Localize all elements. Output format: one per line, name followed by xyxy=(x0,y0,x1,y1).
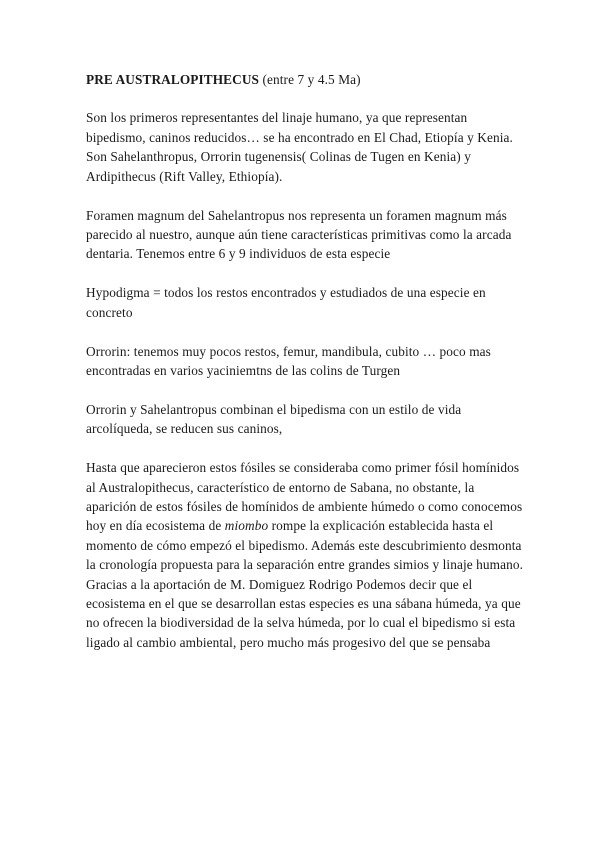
paragraph-fossil-history xyxy=(86,458,526,652)
fossil-history-text-start: Hasta que aparecieron estos fósiles se consideraba como primer fósil homínidos al Australopithecus, característico de entorno de Sabana, no obstante, la aparición de estos fósiles de homínidos de ambiente húmedo o como conocemos hoy en día ecosistema de xyxy=(86,460,523,534)
paragraph-hypodigma: Hypodigma = todos los restos encontrados y estudiados de una especie en concreto xyxy=(86,285,486,320)
fossil-history-italic-term: miombo xyxy=(224,518,269,534)
paragraph-foramen-magnum: Foramen magnum del Sahelantropus nos representa un foramen magnum más parecido al nuestro, aunque aún tiene características primitivas como la arcada dentaria. Tenemos entre 6 y 9 individuos de esta especie xyxy=(86,207,512,262)
document-body xyxy=(86,70,526,652)
title-date-range: (entre 7 y 4.5 Ma) xyxy=(259,72,361,87)
paragraph-intro: Son los primeros representantes del linaje humano, ya que representan bipedismo, caninos reducidos… se ha encontrado en El Chad, Etiopía y Kenia. Son Sahelanthropus, Orrorin tugenensis( Colinas de Tugen en Kenia) y Ardipithecus (Rift Valley, Ethiopía). xyxy=(86,110,513,184)
paragraph-bipedism: Orrorin y Sahelantropus combinan el bipedisma con un estilo de vida arcolíqueda, se reducen sus caninos, xyxy=(86,401,462,437)
page-title xyxy=(86,70,526,89)
title-main: PRE AUSTRALOPITHECUS xyxy=(86,72,260,87)
fossil-history-text-end: rompe la explicación establecida hasta el momento de cómo empezó el bipedismo. Además este descubrimiento desmonta la cronología propuesta para la separación entre grandes simios y linaje humano. Gracias a la aportación de M. Domiguez Rodrigo Podemos decir que el ecosistema en el que se desarrollan estas especies es una sábana húmeda, ya que no ofrecen la biodiversidad de la selva húmeda, por lo cual el bipedismo si esta ligado al cambio ambiental, pero mucho más progesivo del que se pensaba xyxy=(86,518,524,650)
paragraph-orrorin: Orrorin: tenemos muy pocos restos, femur, mandibula, cubito … poco mas encontradas en varios yaciniemtns de las colins de Turgen xyxy=(86,343,491,378)
